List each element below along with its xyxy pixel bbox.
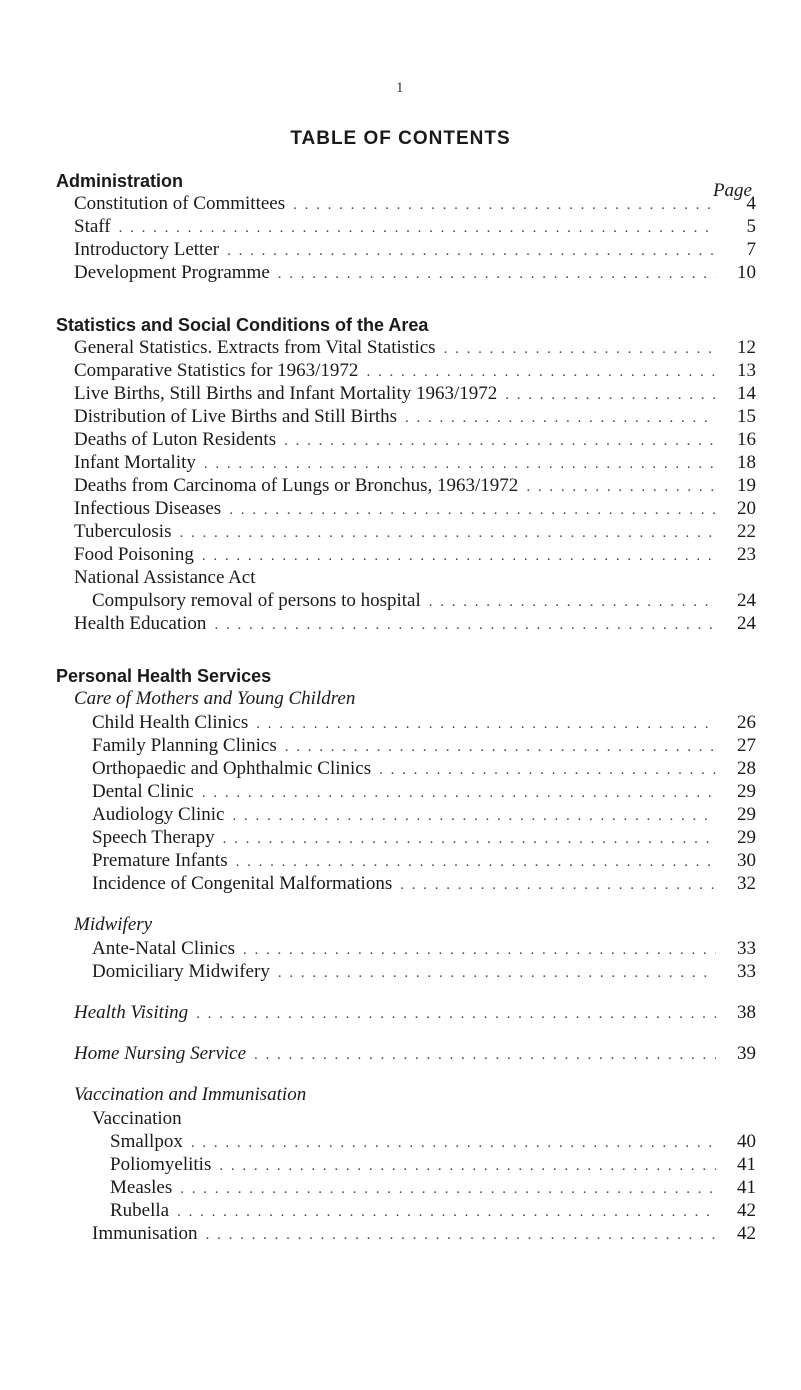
subsection-title: Midwifery (74, 914, 153, 935)
toc-entry[interactable] (56, 428, 756, 451)
toc-entry[interactable] (56, 711, 756, 734)
toc-entry[interactable] (56, 1001, 756, 1024)
entry-page-number: 15 (737, 406, 756, 427)
page-number: 1 (396, 80, 404, 96)
toc-group (56, 336, 756, 635)
toc-entry[interactable] (56, 826, 756, 849)
toc-entry[interactable] (56, 192, 756, 215)
entry-page-number: 24 (737, 590, 756, 611)
dot-leader (119, 217, 716, 240)
entry-title: Introductory Letter (74, 239, 220, 260)
toc-entry[interactable] (56, 1042, 756, 1065)
entry-page-number: 41 (737, 1177, 756, 1198)
entry-title: Tuberculosis (74, 521, 172, 542)
entry-title: Dental Clinic (92, 781, 194, 802)
entry-title: Audiology Clinic (92, 804, 225, 825)
entry-title: Health Education (74, 613, 207, 634)
entry-page-number: 20 (737, 498, 756, 519)
entry-title: Infectious Diseases (74, 498, 222, 519)
toc-entry[interactable] (56, 757, 756, 780)
toc-entry[interactable] (56, 566, 756, 589)
entry-page-number: 27 (737, 735, 756, 756)
toc-section (56, 312, 756, 635)
section-header (56, 312, 756, 336)
toc-group (56, 687, 756, 895)
entry-title: Immunisation (92, 1223, 198, 1244)
toc-entry[interactable] (56, 1107, 756, 1130)
entry-page-number: 13 (737, 360, 756, 381)
toc-entry[interactable] (56, 960, 756, 983)
toc-entry[interactable] (56, 405, 756, 428)
toc-entry[interactable] (56, 872, 756, 895)
entry-title: Compulsory removal of persons to hospital (92, 590, 421, 611)
dot-leader (254, 1044, 716, 1067)
dot-leader (285, 736, 716, 759)
entry-title: Distribution of Live Births and Still Births (74, 406, 397, 427)
entry-title: Family Planning Clinics (92, 735, 277, 756)
entry-page-number: 12 (737, 337, 756, 358)
entry-title: General Statistics. Extracts from Vital Statistics (74, 337, 436, 358)
toc-entry[interactable] (56, 1222, 756, 1245)
entry-page-number: 29 (737, 781, 756, 802)
entry-title: Incidence of Congenital Malformations (92, 873, 393, 894)
dot-leader (400, 874, 716, 897)
section-header (56, 168, 756, 201)
dot-leader (256, 713, 716, 736)
entry-title: Health Visiting (74, 1002, 189, 1023)
entry-page-number: 42 (737, 1223, 756, 1244)
subsection-title: Vaccination and Immunisation (74, 1084, 307, 1105)
entry-title: Child Health Clinics (92, 712, 249, 733)
dot-leader (379, 759, 716, 782)
dot-leader (229, 499, 716, 522)
dot-leader (278, 962, 716, 985)
entry-title: Orthopaedic and Ophthalmic Clinics (92, 758, 372, 779)
toc-entry[interactable] (56, 1130, 756, 1153)
dot-leader (206, 1224, 716, 1247)
page-title: TABLE OF CONTENTS (290, 128, 511, 149)
entry-title: Constitution of Committees (74, 193, 286, 214)
entry-title: Speech Therapy (92, 827, 215, 848)
dot-leader (505, 384, 716, 407)
entry-title: Smallpox (110, 1131, 183, 1152)
entry-title: Domiciliary Midwifery (92, 961, 270, 982)
entry-title: Deaths of Luton Residents (74, 429, 277, 450)
toc-entry[interactable] (56, 780, 756, 803)
dot-leader (293, 194, 716, 217)
entry-page-number: 7 (746, 239, 756, 260)
entry-page-number: 22 (737, 521, 756, 542)
dot-leader (227, 240, 716, 263)
entry-title: Premature Infants (92, 850, 228, 871)
entry-title: Vaccination (92, 1108, 182, 1129)
entry-page-number: 32 (737, 873, 756, 894)
toc-entry[interactable] (56, 803, 756, 826)
dot-leader (284, 430, 716, 453)
toc-entry[interactable] (56, 336, 756, 359)
toc-group (56, 1083, 756, 1245)
toc-entry[interactable] (56, 261, 756, 284)
dot-leader (236, 851, 716, 874)
toc-group (56, 913, 756, 983)
toc-entry[interactable] (56, 451, 756, 474)
entry-title: Deaths from Carcinoma of Lungs or Bronchus, 1963/1972 (74, 475, 519, 496)
section-title: Administration (56, 171, 184, 191)
entry-page-number: 26 (737, 712, 756, 733)
entry-title: Comparative Statistics for 1963/1972 (74, 360, 359, 381)
dot-leader (202, 782, 716, 805)
toc-entry[interactable] (56, 849, 756, 872)
entry-title: Poliomyelitis (110, 1154, 212, 1175)
toc-group (56, 1001, 756, 1024)
dot-leader (223, 828, 716, 851)
dot-leader (180, 1178, 716, 1201)
entry-title: Live Births, Still Births and Infant Mortality 1963/1972 (74, 383, 498, 404)
toc-entry[interactable] (56, 497, 756, 520)
dot-leader (526, 476, 716, 499)
entry-title: Home Nursing Service (74, 1043, 247, 1064)
entry-page-number: 39 (737, 1043, 756, 1064)
subsection-title: Care of Mothers and Young Children (74, 688, 356, 709)
toc-entry[interactable] (56, 474, 756, 497)
entry-page-number: 18 (737, 452, 756, 473)
toc-entry[interactable] (56, 1199, 756, 1222)
dot-leader (429, 591, 716, 614)
entry-page-number: 10 (737, 262, 756, 283)
toc-entry[interactable] (56, 1153, 756, 1176)
entry-page-number: 38 (737, 1002, 756, 1023)
dot-leader (214, 614, 716, 637)
entry-page-number: 5 (746, 216, 756, 237)
entry-title: Food Poisoning (74, 544, 194, 565)
toc-entry[interactable] (56, 520, 756, 543)
dot-leader (278, 263, 716, 286)
toc-section (56, 663, 756, 1245)
entry-page-number: 30 (737, 850, 756, 871)
section-title: Personal Health Services (56, 666, 272, 686)
entry-page-number: 29 (737, 827, 756, 848)
toc-entry[interactable] (56, 382, 756, 405)
entry-page-number: 19 (737, 475, 756, 496)
toc-entry[interactable] (56, 359, 756, 382)
toc-group (56, 1042, 756, 1065)
entry-page-number: 40 (737, 1131, 756, 1152)
toc-entry[interactable] (56, 734, 756, 757)
dot-leader (196, 1003, 716, 1026)
toc-group (56, 192, 756, 284)
dot-leader (191, 1132, 716, 1155)
section-title: Statistics and Social Conditions of the Area (56, 315, 429, 335)
entry-page-number: 33 (737, 961, 756, 982)
entry-title: Ante-Natal Clinics (92, 938, 235, 959)
dot-leader (219, 1155, 716, 1178)
dot-leader (444, 338, 716, 361)
toc-entry[interactable] (56, 215, 756, 238)
dot-leader (202, 545, 716, 568)
entry-page-number: 4 (746, 193, 756, 214)
entry-page-number: 14 (737, 383, 756, 404)
page-column-label: Page (712, 180, 752, 201)
entry-page-number: 24 (737, 613, 756, 634)
entry-title: Rubella (110, 1200, 170, 1221)
entry-title: Infant Mortality (74, 452, 196, 473)
toc-entry[interactable] (56, 589, 756, 612)
entry-page-number: 16 (737, 429, 756, 450)
table-of-contents (56, 168, 756, 1273)
entry-page-number: 42 (737, 1200, 756, 1221)
entry-page-number: 23 (737, 544, 756, 565)
toc-section (56, 168, 756, 284)
dot-leader (204, 453, 716, 476)
entry-title: Development Programme (74, 262, 270, 283)
entry-page-number: 29 (737, 804, 756, 825)
toc-entry[interactable] (56, 543, 756, 566)
entry-page-number: 41 (737, 1154, 756, 1175)
entry-title: Measles (110, 1177, 173, 1198)
toc-entry[interactable] (56, 937, 756, 960)
toc-entry[interactable] (56, 1176, 756, 1199)
entry-title: Staff (74, 216, 111, 237)
dot-leader (232, 805, 716, 828)
section-header (56, 663, 756, 687)
dot-leader (243, 939, 716, 962)
toc-entry[interactable] (56, 612, 756, 635)
dot-leader (177, 1201, 716, 1224)
dot-leader (179, 522, 716, 545)
dot-leader (405, 407, 716, 430)
entry-page-number: 33 (737, 938, 756, 959)
toc-entry[interactable] (56, 238, 756, 261)
entry-title: National Assistance Act (74, 567, 256, 588)
entry-page-number: 28 (737, 758, 756, 779)
dot-leader (366, 361, 716, 384)
